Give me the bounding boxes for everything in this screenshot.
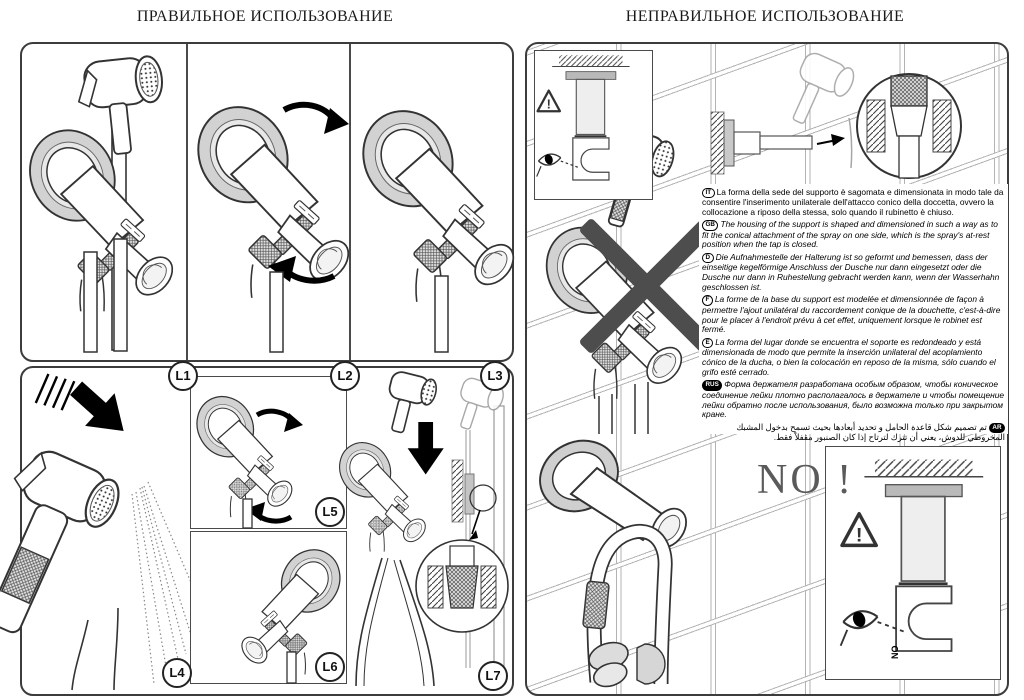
panel-incorrect-use xyxy=(525,42,1009,696)
lang-paragraph-ar: ARتم تصميم شكل قاعدة الحامل و تحديد أبعادها بحيث تسمح بدخول المشبك المخروطي للدوش، يعني أن تترك لترتاح إذا كان الصنبور مقفلاً فقط. xyxy=(736,421,1005,443)
lang-paragraph-rus: RUS Форма держателя разработана особым образом, чтобы коническое соединение лейки плотно располагалось в держателе и чтобы помещение лейки обратно после использования, было возможна только при закрытом кране. xyxy=(702,379,1005,420)
no-callout-large: NO ! xyxy=(757,457,855,503)
panel-label-l3: L3 xyxy=(480,361,510,391)
illustration-holder-rotation xyxy=(186,44,349,356)
panel-correct-top xyxy=(20,42,514,383)
lang-badge-f: F xyxy=(702,295,713,306)
illustration-holder-rest xyxy=(349,44,512,356)
no-callout-small-label: NO xyxy=(890,645,900,659)
header-incorrect-use: НЕПРАВИЛЬНОЕ ИСПОЛЬЗОВАНИЕ xyxy=(625,8,905,25)
lang-paragraph-gb: GB The housing of the support is shaped and dimensioned in such a way as to fit the conical attachment of the spray on one side, which is the spray's at-rest position when the tap is closed. xyxy=(702,219,998,250)
panel-label-l7: L7 xyxy=(478,661,508,691)
figure-l5 xyxy=(190,376,347,529)
insert-arrow-icon xyxy=(408,422,444,474)
illustration-hose-hung xyxy=(527,432,737,694)
lang-paragraph-f: F La forme de la base du support est modelée et dimensionnée de façon à permettre l'ajout unilatéral du raccordement conique de la douchette, c'est-à-dire pour le placer à l'endroit prévu à cet effet, uniquement lorsque le robinet est fermé. xyxy=(702,294,1001,335)
header-correct-use: ПРАВИЛЬНОЕ ИСПОЛЬЗОВАНИЕ xyxy=(136,8,394,25)
panel-label-l2: L2 xyxy=(330,361,360,391)
panel-label-l4: L4 xyxy=(162,658,192,688)
lang-badge-it: IT xyxy=(702,188,715,199)
illustration-spray-in-use xyxy=(22,368,190,694)
insert-arrow-icon xyxy=(28,352,138,459)
figure-l6 xyxy=(190,531,347,684)
panel-label-l6: L6 xyxy=(315,652,345,682)
panel-label-l1: L1 xyxy=(168,361,198,391)
lang-paragraph-e: E La forma del lugar donde se encuentra el soporte es redondeado y está dimensionada de modo que permite la inserción unilateral del acoplamiento cónico de la ducha, o bien la colocación en reposo de la misma, sólo cuando el grifo esté cerrado. xyxy=(702,336,996,377)
instructions-text xyxy=(699,184,1008,443)
inset-warning-top xyxy=(534,50,653,200)
lang-paragraph-d: D Die Aufnahmestelle der Halterung ist so geformt und bemessen, dass der einseitige kegelförmige Anschluss der Dusche nur dann eingesetzt oder die Dusche nur dann in Ruhestellung gebracht werden kann, wenn der Wasserhahn geschlossen ist. xyxy=(702,251,1000,292)
holder-side-view xyxy=(537,55,630,180)
lang-badge-rus: RUS xyxy=(702,380,722,391)
figure-l1 xyxy=(22,44,186,360)
figure-l2 xyxy=(186,44,349,360)
lang-badge-ar: AR xyxy=(989,423,1005,434)
illustration-seat-detail xyxy=(699,48,999,184)
illustration-spray-docked xyxy=(22,44,186,356)
holder-side-view xyxy=(841,460,984,651)
illustration-hose-routing xyxy=(348,368,512,694)
lang-badge-d: D xyxy=(702,253,714,264)
figure-l3 xyxy=(349,44,512,360)
panel-label-l5: L5 xyxy=(315,497,345,527)
lang-paragraph-it: IT La forma della sede del supporto è sagomata e dimensionata in modo tale da consentire l'inserimento unilaterale dell'attacco conico della doccetta, ovvero la collocazione a riposo della stessa, solo quando il rubinetto è chiuso. xyxy=(702,186,1004,217)
panel-correct-bottom xyxy=(20,366,514,696)
lang-badge-gb: GB xyxy=(702,220,718,231)
lang-badge-e: E xyxy=(702,338,713,349)
